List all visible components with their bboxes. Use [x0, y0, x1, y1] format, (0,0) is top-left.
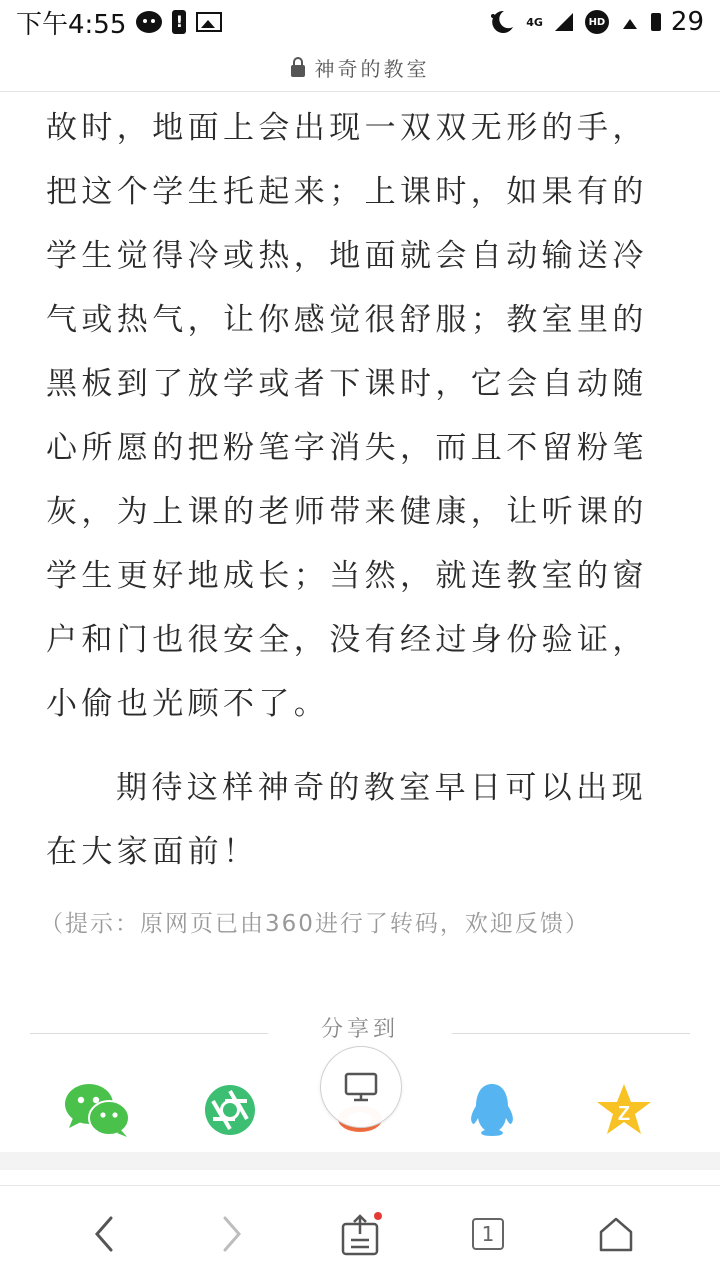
monitor-icon: [343, 1071, 379, 1103]
share-divider-left: [30, 1033, 268, 1034]
qq-icon: [467, 1082, 517, 1138]
status-bar: [0, 0, 720, 44]
separator-band: [0, 1152, 720, 1170]
menu-button[interactable]: [330, 1204, 390, 1264]
wechat-notification-icon: [136, 11, 162, 33]
wechat-icon: [63, 1082, 133, 1138]
moments-icon: [203, 1083, 257, 1137]
share-qq-button[interactable]: [452, 1070, 532, 1150]
chevron-right-icon: [217, 1214, 247, 1254]
svg-text:Z: Z: [617, 1103, 631, 1125]
status-left: [16, 4, 222, 41]
article-paragraph-2: 期待这样神奇的教室早日可以出现在大家面前！: [46, 770, 647, 870]
article-body: [46, 96, 676, 884]
share-qzone-button[interactable]: [584, 1070, 664, 1150]
url-bar[interactable]: [0, 44, 720, 92]
share-divider-right: [452, 1033, 690, 1034]
chevron-left-icon: [89, 1214, 119, 1254]
desktop-mode-button[interactable]: [320, 1046, 402, 1128]
tabs-button[interactable]: [458, 1204, 518, 1264]
back-button[interactable]: [74, 1204, 134, 1264]
home-icon: [596, 1214, 636, 1254]
bottom-nav: [0, 1185, 720, 1280]
article-paragraph-1: 故时，地面上会出现一双双无形的手，把这个学生托起来；上课时，如果有的学生觉得冷或热，地面就会自动输送冷气或热气，让你感觉很舒服；教室里的黑板到了放学或者下课时，它会自动随心所愿的把粉笔字消失，而且不留粉笔灰，为上课的老师带来健康，让听课的学生更好地成长；当然，就连教室的窗户和门也很安全，没有经过身份验证，小偷也光顾不了。: [46, 110, 648, 722]
battery-icon: [651, 13, 661, 31]
share-title: 分享到: [320, 1017, 399, 1042]
forward-button[interactable]: [202, 1204, 262, 1264]
wifi-signal-icon: [619, 11, 641, 33]
hd-icon: HD: [585, 10, 609, 34]
home-button[interactable]: [586, 1204, 646, 1264]
qzone-icon: [595, 1082, 653, 1138]
battery-level: 29: [670, 7, 704, 37]
lock-icon: [291, 65, 305, 77]
share-wechat-button[interactable]: [58, 1070, 138, 1150]
transcode-hint[interactable]: （提示：原网页已由360进行了转码，欢迎反馈）: [40, 911, 590, 937]
network-type: 4G: [526, 15, 543, 29]
menu-share-icon: [336, 1210, 384, 1258]
tab-count: 1: [472, 1218, 504, 1250]
image-notification-icon: [196, 12, 222, 32]
page-title: 神奇的教室: [314, 57, 430, 81]
do-not-disturb-icon: [486, 8, 516, 36]
status-right: [486, 7, 704, 37]
status-time: 下午4:55: [16, 9, 127, 40]
alert-icon: !: [172, 10, 186, 34]
share-moments-button[interactable]: [190, 1070, 270, 1150]
signal-icon: [553, 11, 575, 33]
